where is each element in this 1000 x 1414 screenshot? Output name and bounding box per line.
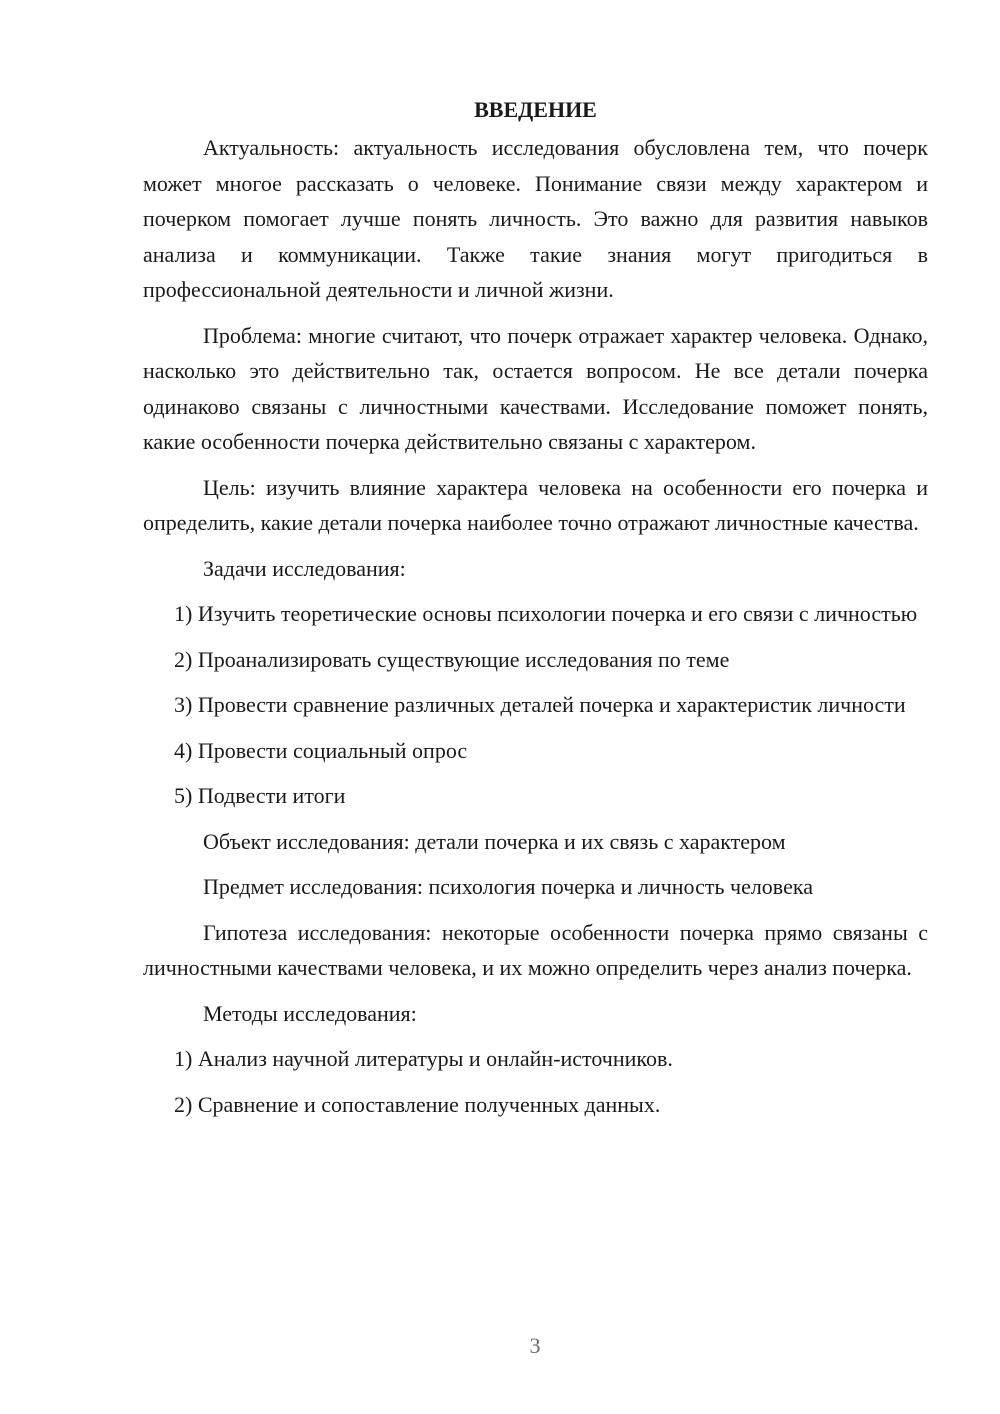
- task-item-3: 3) Провести сравнение различных деталей почерка и характеристик личности: [174, 692, 906, 717]
- task-item-4: 4) Провести социальный опрос: [174, 737, 468, 763]
- method-item-2: 2) Сравнение и сопоставление полученных данных.: [174, 1091, 661, 1117]
- paragraph-subject: Предмет исследования: психология почерка и личность человека: [203, 874, 813, 899]
- paragraph-object: Объект исследования: детали почерка и их связь с характером: [203, 828, 786, 854]
- task-item-2: 2) Проанализировать существующие исследования по теме: [174, 646, 730, 672]
- method-item-1: 1) Анализ научной литературы и онлайн-источников.: [174, 1046, 673, 1071]
- task-item-1: 1) Изучить теоретические основы психологии почерка и его связи с личностью: [174, 601, 918, 626]
- task-item-5: 5) Подвести итоги: [174, 783, 346, 808]
- section-heading: ВВЕДЕНИЕ: [474, 97, 597, 122]
- paragraph-hypothesis: Гипотеза исследования: некоторые особенности почерка прямо связаны с личностными качествами человека, и их можно определить через анализ почерка.: [143, 919, 928, 980]
- paragraph-goal: Цель: изучить влияние характера человека на особенности его почерка и определить, какие детали почерка наиболее точно отражают личностные качества.: [143, 474, 928, 535]
- tasks-title: Задачи исследования:: [203, 555, 406, 581]
- paragraph-relevance: Актуальность: актуальность исследования обусловлена тем, что почерк может многое рассказать о человеке. Понимание связи между характером и почерком помогает лучше понять личность. Это важно для развития навыков анализа и коммуникации. Также такие знания могут пригодиться в профессиональной деятельности и личной жизни.: [143, 135, 928, 302]
- paragraph-problem: Проблема: многие считают, что почерк отражает характер человека. Однако, насколько это действительно так, остается вопросом. Не все детали почерка одинаково связаны с личностными качествами. Исследование поможет понять, какие особенности почерка действительно связаны с характером.: [143, 322, 928, 454]
- document-page: [143, 92, 928, 1132]
- methods-title: Методы исследования:: [203, 1000, 417, 1026]
- page-number: 3: [529, 1333, 541, 1358]
